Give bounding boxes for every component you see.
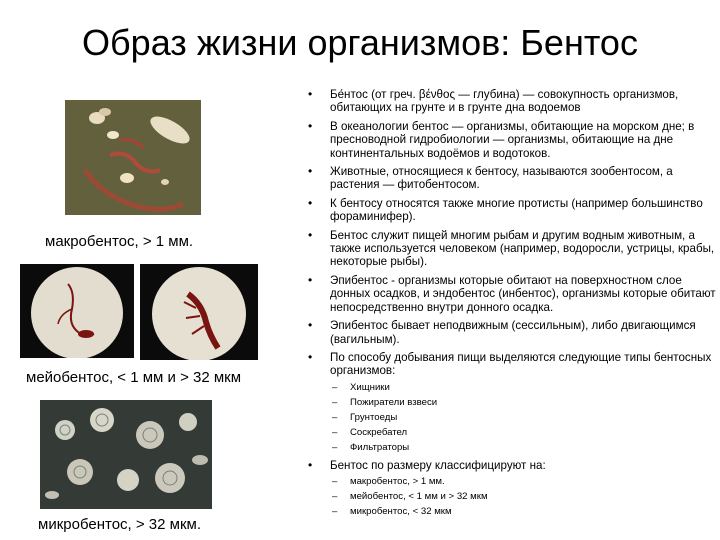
size-classes-list <box>330 476 716 518</box>
sub-item: – Пожиратели взвеси <box>330 397 716 409</box>
sub-item: – Соскребател <box>330 427 716 439</box>
feeding-types-list <box>330 382 716 454</box>
bullet-item: • Эпибентос - организмы которые обитают на поверхностном слое донных осадков, и эндобентос (инбентос), организмы которые обитают непосредственно внутри донного осадка. <box>306 274 716 314</box>
microbenthos-caption: микробентос, > 32 мкм. <box>38 516 202 533</box>
sub-item: – Грунтоеды <box>330 412 716 424</box>
meiobenthos-photo-2 <box>140 264 258 360</box>
sub-item: – макробентос, > 1 мм. <box>330 476 716 488</box>
bullet-list <box>306 88 716 540</box>
bullet-item: • Эпибентос бывает неподвижным (сессильным), либо двигающимся (вагильным). <box>306 319 716 346</box>
sub-item: – Фильтраторы <box>330 442 716 454</box>
bullet-item: • Бентос служит пищей многим рыбам и другим водным животным, а также используется человеком (например, водоросли, устрицы, крабы, некоторые рыбы). <box>306 229 716 269</box>
macrobenthos-illustration <box>65 100 201 215</box>
microbenthos-illustration <box>40 400 212 509</box>
macrobenthos-photo <box>65 100 201 215</box>
meiobenthos-illustration-2 <box>140 264 258 360</box>
bullet-item: • Бентос по размеру классифицируют на: – макробентос, > 1 мм. – мейобентос, < 1 мм и > 32 мкм – микробентос, < 32 мкм <box>306 459 716 518</box>
bullet-item: • По способу добывания пищи выделяются следующие типы бентосных организмов: – Хищники – Пожиратели взвеси – Грунтоеды – Соскребател – Фильтраторы <box>306 351 716 454</box>
meiobenthos-illustration-1 <box>20 264 134 358</box>
bullet-item: • Бе́нтос (от греч. βένθος — глубина) — совокупность организмов, обитающих на грунте и в грунте дна водоемов <box>306 88 716 115</box>
sub-item: – мейобентос, < 1 мм и > 32 мкм <box>330 491 716 503</box>
macrobenthos-caption: макробентос, > 1 мм. <box>45 233 194 250</box>
meiobenthos-caption: мейобентос, < 1 мм и > 32 мкм <box>26 369 242 386</box>
meiobenthos-photo-1 <box>20 264 134 358</box>
bullet-item: • В океанологии бентос — организмы, обитающие на морском дне; в пресноводной гидробиологии — организмы, обитающие на дне континентальных водоёмов и водотоков. <box>306 120 716 160</box>
sub-item: – Хищники <box>330 382 716 394</box>
sub-item: – микробентос, < 32 мкм <box>330 506 716 518</box>
bullet-item: • Животные, относящиеся к бентосу, называются зообентосом, а растения — фитобентосом. <box>306 165 716 192</box>
slide-title: Образ жизни организмов: Бентос <box>82 22 638 63</box>
microbenthos-photo <box>40 400 212 509</box>
bullet-item: • К бентосу относятся также многие протисты (например большинство фораминифер). <box>306 197 716 224</box>
